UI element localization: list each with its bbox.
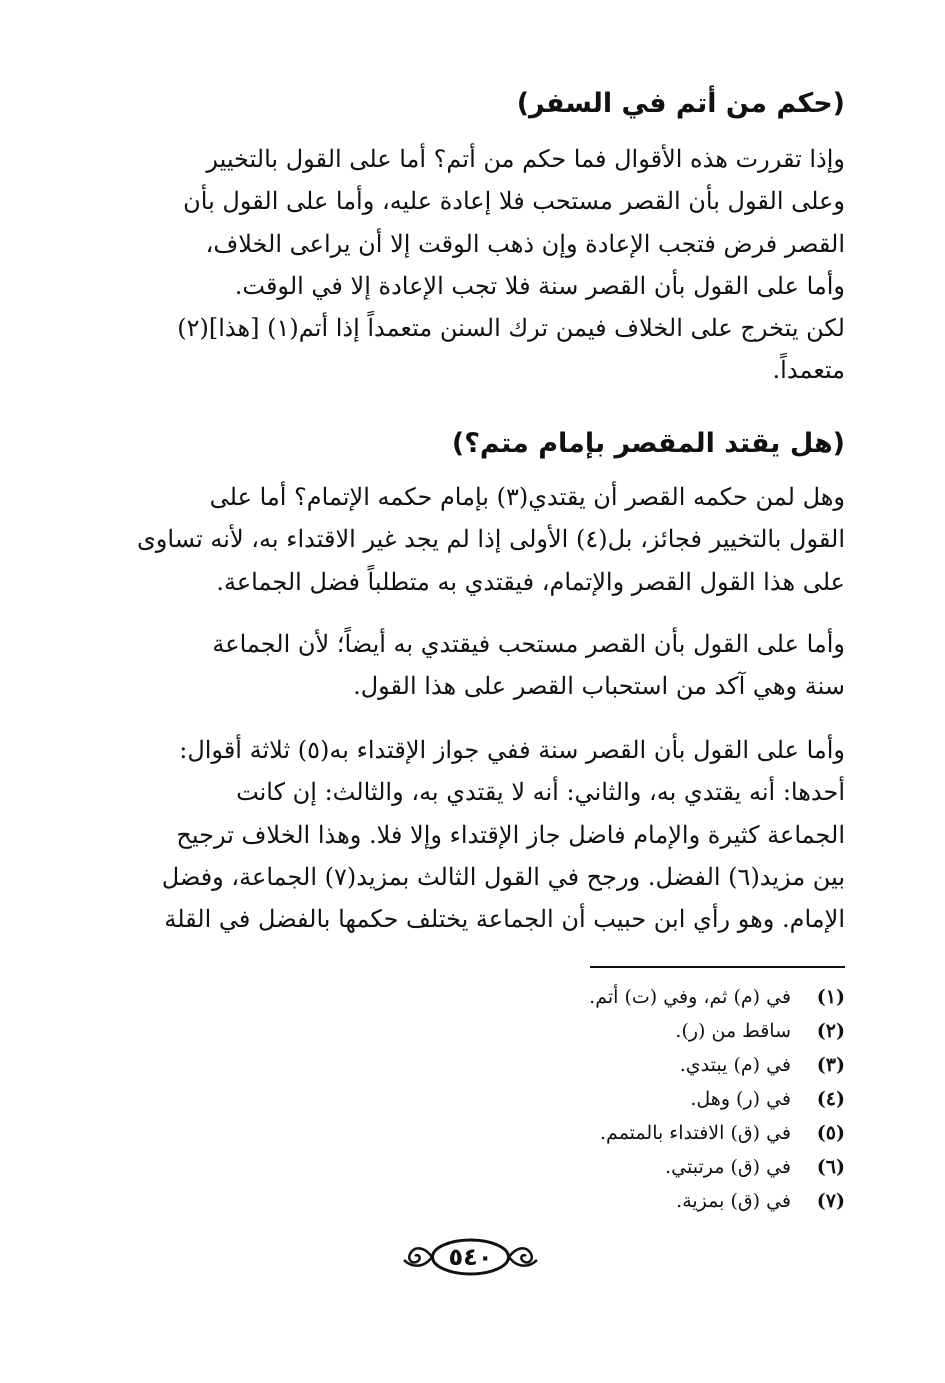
- footnote-number: (٣): [816, 1054, 845, 1076]
- paragraph: [100, 729, 845, 940]
- page-number-ornament: [398, 1232, 543, 1282]
- footnote-number: (٦): [816, 1156, 845, 1178]
- paragraph-block: [100, 623, 845, 708]
- footnote-number: (٧): [816, 1190, 845, 1212]
- footnote-divider: [590, 966, 845, 968]
- text-line: وأما على القول بأن القصر مستحب فيقتدي به أيضاً؛ لأن الجماعة: [212, 630, 845, 658]
- text-line: القول بالتخيير فجائز، بل(٤) الأولى إذا لم يجد غير الاقتداء به، لأنه تساوى: [137, 525, 845, 554]
- footnote-number: (٥): [816, 1122, 845, 1144]
- paragraph: [100, 476, 845, 603]
- footnote: [245, 1150, 845, 1184]
- footnote: [245, 1116, 845, 1150]
- footnote-text: في (م) يبتدي.: [679, 1054, 791, 1076]
- text-line: بين مزيد(٦) الفضل. ورجح في القول الثالث بمزيد(٧) الجماعة، وفضل: [161, 862, 845, 891]
- text-line: متعمداً.: [772, 356, 845, 385]
- section-travel-completion-body: [100, 138, 845, 392]
- page-number: ٥٤٠: [448, 1243, 493, 1271]
- footnote-text: في (ق) مرتبتي.: [665, 1156, 791, 1178]
- text-line: وأما على القول بأن القصر سنة فلا تجب الإعادة إلا في الوقت.: [234, 271, 845, 300]
- footnote-text: في (ر) وهل.: [690, 1088, 791, 1110]
- footnote-text: في (ق) الافتداء بالمتمم.: [600, 1122, 791, 1144]
- text-line: سنة وهي آكد من استحباب القصر على هذا القول.: [353, 672, 845, 701]
- text-line: وعلى القول بأن القصر مستحب فلا إعادة عليه، وأما على القول بأن: [183, 187, 845, 216]
- text-line: على هذا القول القصر والإتمام، فيقتدي به متطلباً فضل الجماعة.: [216, 567, 845, 596]
- text-line: وهل لمن حكمه القصر أن يقتدي(٣) بإمام حكمه الإتمام؟ أما على: [209, 483, 845, 511]
- text-line: وإذا تقررت هذه الأقوال فما حكم من أتم؟ أما على القول بالتخيير: [206, 145, 845, 173]
- text-line: لكن يتخرج على الخلاف فيمن ترك السنن متعمداً إذا أتم(١) [هذا](٢): [177, 314, 845, 343]
- paragraph-block: [100, 476, 845, 603]
- footnote-number: (١): [816, 986, 845, 1008]
- footnote: [245, 1184, 845, 1218]
- paragraph-block: [100, 729, 845, 940]
- footnotes-list: [245, 980, 845, 1218]
- text-line: الإمام. وهو رأي ابن حبيب أن الجماعة يختلف حكمها بالفضل في القلة: [164, 905, 845, 934]
- section-heading: (هل يقتد المقصر بإمام متم؟): [451, 428, 845, 459]
- footnote-number: (٤): [816, 1088, 845, 1110]
- section-heading: (حكم من أتم في السفر): [516, 88, 845, 119]
- text-line: الجماعة كثيرة والإمام فاضل جاز الإقتداء وإلا فلا. وهذا الخلاف ترجيح: [176, 820, 845, 849]
- text-line: القصر فرض فتجب الإعادة وإن ذهب الوقت إلا أن يراعى الخلاف،: [205, 229, 845, 258]
- footnote-number: (٢): [816, 1020, 845, 1042]
- section-travel-completion: [100, 84, 845, 124]
- footnote-text: ساقط من (ر).: [675, 1020, 791, 1042]
- footnote: [245, 1082, 845, 1116]
- footnote-text: في (ق) بمزية.: [676, 1190, 791, 1212]
- footnote: [245, 980, 845, 1014]
- paragraph: [100, 623, 845, 708]
- footnote: [245, 1014, 845, 1048]
- paragraph: [100, 138, 845, 392]
- text-line: أحدها: أنه يقتدي به، والثاني: أنه لا يقتدي به، والثالث: إن كانت: [236, 778, 845, 807]
- footnote-text: في (م) ثم، وفي (ت) أتم.: [589, 986, 791, 1008]
- section-follow-imam: [100, 424, 845, 464]
- footnote: [245, 1048, 845, 1082]
- text-line: وأما على القول بأن القصر سنة ففي جواز الإقتداء به(٥) ثلاثة أقوال:: [179, 736, 845, 764]
